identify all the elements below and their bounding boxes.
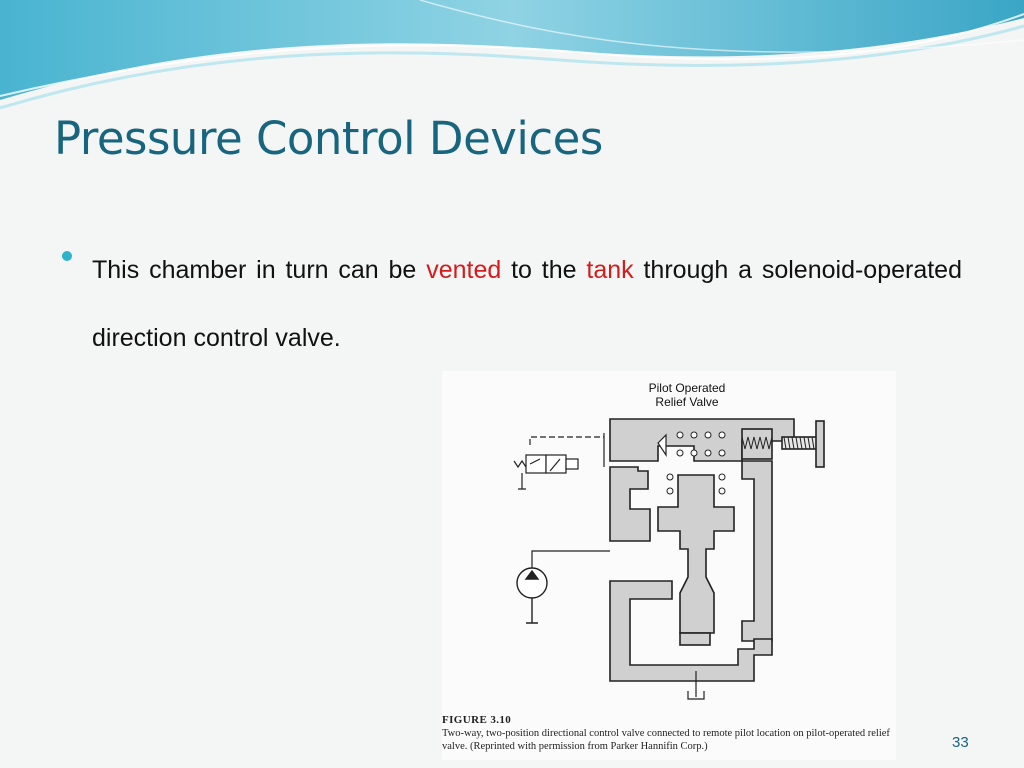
- bullet-text: [92, 236, 962, 372]
- valve-body-right: [742, 461, 772, 641]
- main-spool: [658, 475, 734, 633]
- figure-caption: Two-way, two-position directional control valve connected to remote pilot location on pilot-operated relief valve. (Reprinted with permission from Parker Hannifin Corp.): [442, 728, 890, 752]
- bullet-text-part: through a solenoid-operated direction control valve.: [92, 256, 962, 352]
- pump-symbol: [517, 568, 547, 623]
- valve-body-left: [610, 467, 650, 541]
- vent-line: [530, 437, 604, 445]
- bullet-text-part: to the: [501, 256, 587, 284]
- diagram-title-line: Pilot Operated: [648, 381, 726, 395]
- solenoid-valve-symbol: [514, 455, 578, 489]
- page-number: 33: [952, 734, 969, 751]
- adjusting-knob: [816, 421, 824, 467]
- highlight-vented: vented: [426, 256, 502, 284]
- bullet-dot-icon: [62, 251, 72, 261]
- highlight-tank: tank: [586, 256, 634, 284]
- valve-schematic: [442, 371, 896, 711]
- bullet-list: [62, 236, 962, 372]
- header-wave-decoration: [0, 0, 1024, 120]
- bullet-text-part: This chamber in turn can be: [92, 256, 427, 284]
- poppet: [680, 633, 710, 645]
- figure-pilot-relief-valve: [442, 371, 896, 760]
- slide-title: Pressure Control Devices: [54, 112, 603, 165]
- figure-caption-block: [442, 714, 896, 753]
- figure-number: FIGURE 3.10: [442, 714, 512, 726]
- diagram-title-line: Relief Valve: [655, 395, 719, 409]
